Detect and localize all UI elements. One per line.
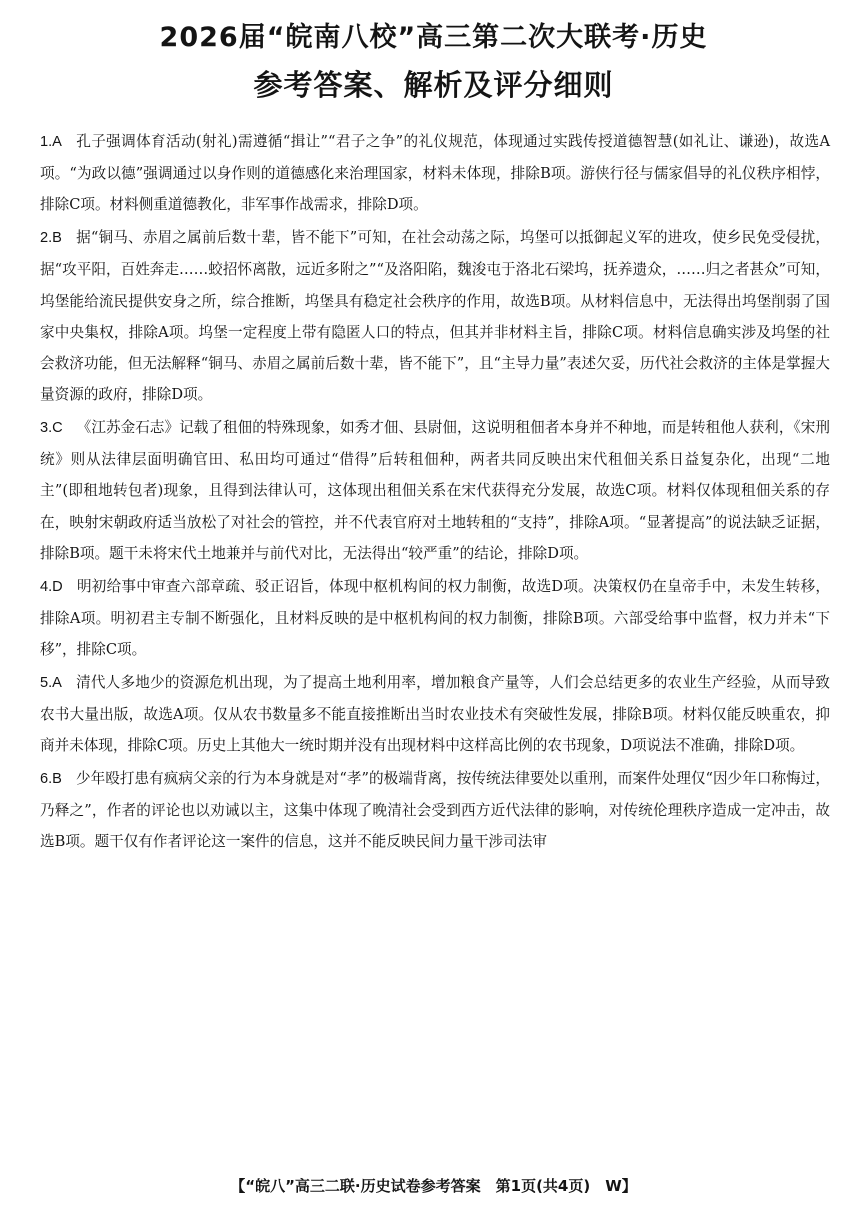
answer-number: 6.B (40, 771, 62, 788)
answer-number: 1.A (40, 134, 62, 150)
document-title: 2026届“皖南八校”高三第二次大联考·历史 (159, 22, 708, 53)
answer-item-5 (40, 667, 830, 762)
answer-explanation: 《江苏金石志》记载了租佃的特殊现象，如秀才佃、县尉佃，这说明租佃者本身并不种地，而是转租他人获利，《宋刑统》则从法律层面明确官田、私田均可通过“借得”后转租佃种，两者共同反映出宋代租佃关系日益复杂化，出现“二地主”(即租地转包者)现象，且得到法律认可，这体现出租佃关系在宋代获得充分发展，故选C项。材料仅体现租佃关系的存在，映射宋朝政府适当放松了对社会的管控，并不代表官府对土地转租的“支持”，排除A项。“显著提高”的说法缺乏证据，排除B项。题干未将宋代土地兼并与前代对比，无法得出“较严重”的结论，排除D项。 (40, 419, 830, 562)
answer-number: 2.B (40, 230, 62, 247)
answer-item-6 (40, 763, 830, 858)
answer-number: 3.C (40, 420, 63, 437)
answer-explanation: 清代人多地少的资源危机出现，为了提高土地利用率，增加粮食产量等，人们会总结更多的农业生产经验，从而导致农书大量出版，故选A项。仅从农书数量多不能直接推断出当时农业技术有突破性发展，排除B项。材料仅能反映重农，抑商并未体现，排除C项。历史上其他大一统时期并没有出现材料中这样高比例的农书现象，D项说法不准确，排除D项。 (40, 673, 830, 755)
answer-explanation: 明初给事中审查六部章疏、驳正诏旨，体现中枢机构间的权力制衡，故选D项。决策权仍在皇帝手中，未发生转移，排除A项。明初君主专制不断强化，且材料反映的是中枢机构间的权力制衡，排除B项。六部受给事中监督，权力并未“下移”，排除C项。 (40, 577, 830, 659)
page-footer: 【“皖八”高三二联·历史试卷参考答案 第1页(共4页) W】 (230, 1177, 637, 1195)
answer-number: 4.D (40, 578, 63, 595)
answer-item-4 (40, 571, 830, 666)
answer-list (40, 126, 830, 859)
document-subtitle: 参考答案、解析及评分细则 (253, 68, 614, 102)
answer-explanation: 孔子强调体育活动(射礼)需遵循“揖让”“君子之争”的礼仪规范，体现通过实践传授道德智慧(如礼让、谦逊)，故选A项。“为政以德”强调通过以身作则的道德感化来治理国家，材料未体现，排除B项。游侠行径与儒家倡导的礼仪秩序相悖，排除C项。材料侧重道德教化，非军事作战需求，排除D项。 (40, 133, 830, 214)
answer-number: 5.A (40, 674, 62, 691)
answer-explanation: 少年殴打患有疯病父亲的行为本身就是对“孝”的极端背离，按传统法律要处以重刑，而案件处理仅“因少年口称悔过，乃释之”，作者的评论也以劝诫以主，这集中体现了晚清社会受到西方近代法律的影响，对传统伦理秩序造成一定冲击，故选B项。题干仅有作者评论这一案件的信息，这并不能反映民间力量干涉司法审 (40, 770, 830, 851)
answer-explanation: 据“铜马、赤眉之属前后数十辈，皆不能下”可知，在社会动荡之际，坞堡可以抵御起义军的进攻，使乡民免受侵扰，据“攻平阳，百姓奔走……蛟招怀离散，远近多附之”“及洛阳陷，魏浚屯于洛北石梁坞，抚养遗众，……归之者甚众”可知，坞堡能给流民提供安身之所，综合推断，坞堡具有稳定社会秩序的作用，故选B项。从材料信息中，无法得出坞堡削弱了国家中央集权，排除A项。坞堡一定程度上带有隐匿人口的特点，但其并非材料主旨，排除C项。材料信息确实涉及坞堡的社会救济功能，但无法解释“铜马、赤眉之属前后数十辈，皆不能下”，且“主导力量”表述欠妥，历代社会救济的主体是掌握大量资源的政府，排除D项。 (40, 229, 830, 404)
answer-item-1 (40, 126, 830, 221)
answer-item-3 (40, 412, 830, 569)
answer-item-2 (40, 222, 830, 410)
